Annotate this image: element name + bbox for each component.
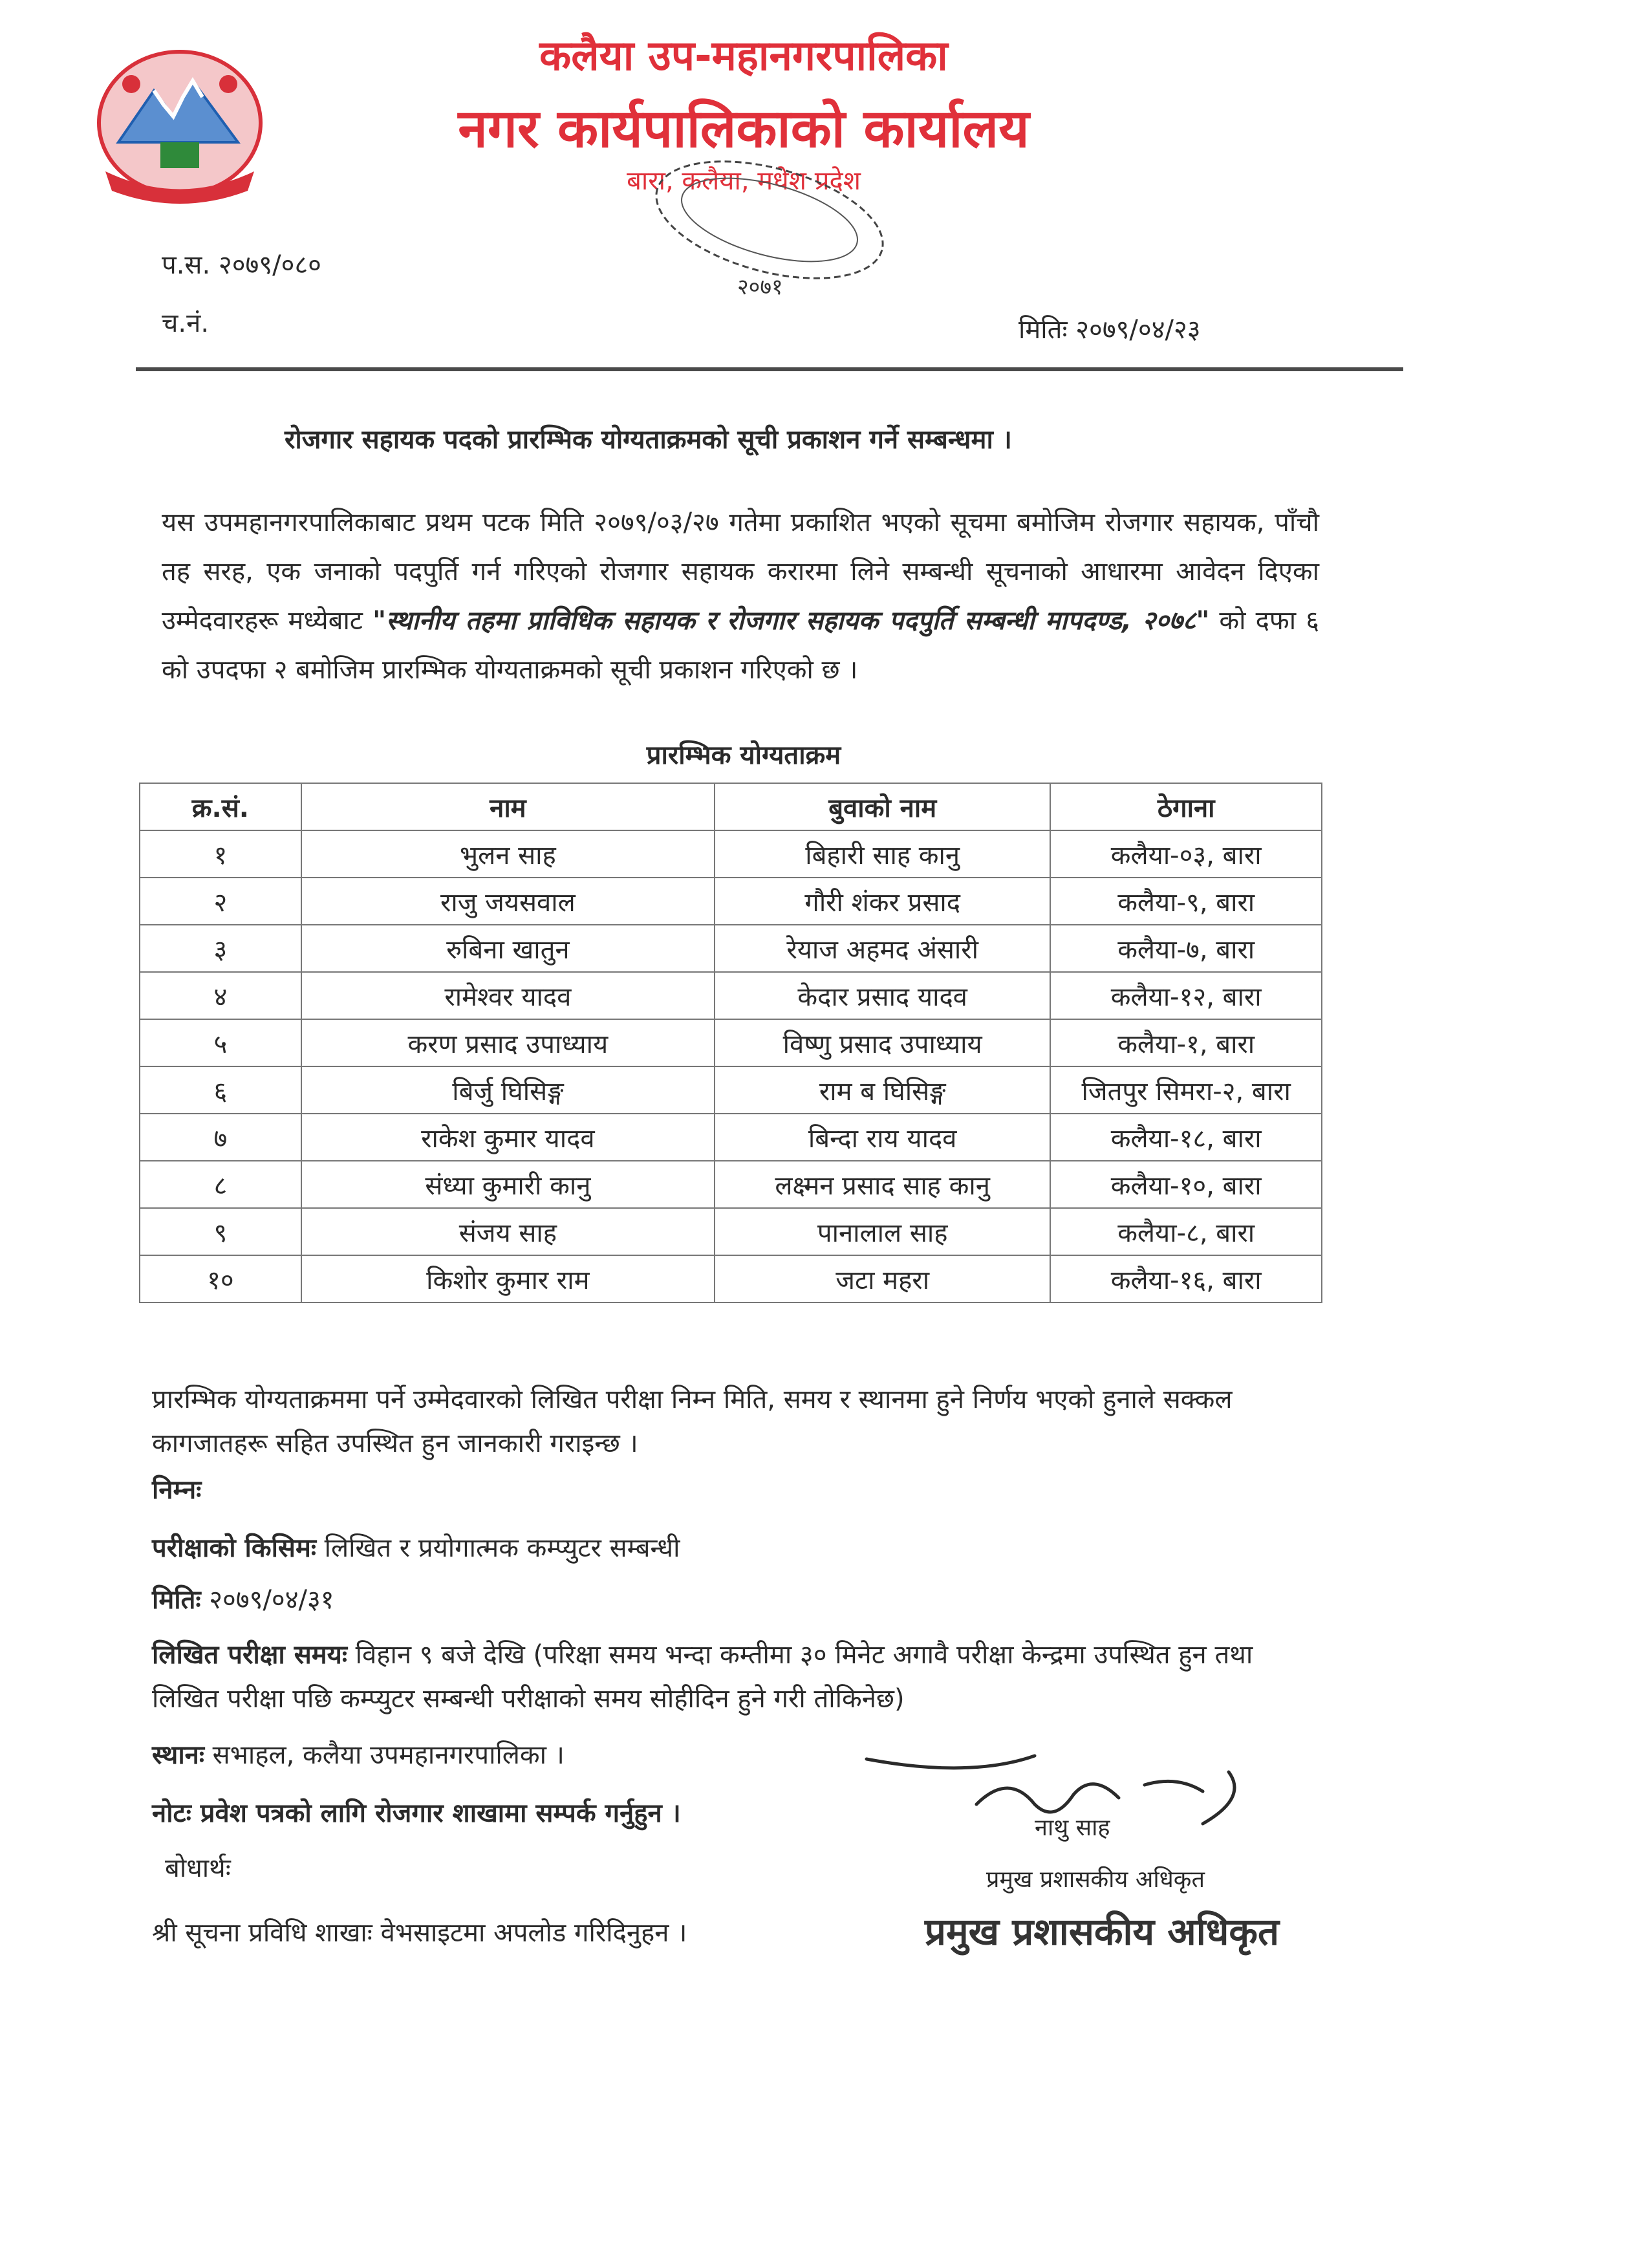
- cell-serial: ७: [140, 1114, 301, 1161]
- col-father-name: बुवाको नाम: [715, 783, 1050, 830]
- cell-father: रेयाज अहमद अंसारी: [715, 925, 1050, 972]
- letterhead-municipality: कलैया उप-महानगरपालिका: [539, 32, 948, 80]
- cell-name: रामेश्वर यादव: [301, 972, 715, 1019]
- table-row: [140, 1255, 1322, 1302]
- table-row: [140, 1114, 1322, 1161]
- cell-serial: ४: [140, 972, 301, 1019]
- cell-name: राकेश कुमार यादव: [301, 1114, 715, 1161]
- cell-serial: १: [140, 830, 301, 878]
- cell-father: लक्ष्मन प्रसाद साह कानु: [715, 1161, 1050, 1208]
- cell-father: राम ब घिसिङ्ग: [715, 1066, 1050, 1114]
- exam-place-value: सभाहल, कलैया उपमहानगरपालिका ।: [204, 1740, 565, 1770]
- signatory-name: नाथु साह: [1035, 1815, 1110, 1841]
- exam-note-text: नोटः प्रवेश पत्रको लागि रोजगार शाखामा सम्पर्क गर्नुहुन ।: [152, 1798, 681, 1828]
- table-row: [140, 925, 1322, 972]
- cell-father: केदार प्रसाद यादव: [715, 972, 1050, 1019]
- cell-name: रुबिना खातुन: [301, 925, 715, 972]
- below-label: [152, 1468, 1316, 1512]
- cell-address: कलैया-१६, बारा: [1050, 1255, 1322, 1302]
- cell-serial: ९: [140, 1208, 301, 1255]
- cell-serial: ८: [140, 1161, 301, 1208]
- cell-father: गौरी शंकर प्रसाद: [715, 878, 1050, 925]
- table-header-row: [140, 783, 1322, 830]
- stamp-year: २०७१: [737, 274, 783, 300]
- header-divider: [136, 367, 1403, 371]
- signatory-stamp: प्रमुख प्रशासकीय अधिकृत: [925, 1910, 1280, 1954]
- letter-subject: रोजगार सहायक पदको प्रारम्भिक योग्यताक्रमको सूची प्रकाशन गर्ने सम्बन्धमा ।: [285, 425, 1012, 455]
- signatory-title: प्रमुख प्रशासकीय अधिकृत: [986, 1866, 1205, 1893]
- merit-list-table: [139, 783, 1322, 1303]
- cell-address: कलैया-१२, बारा: [1050, 972, 1322, 1019]
- cell-address: कलैया-०३, बारा: [1050, 830, 1322, 878]
- cell-address: कलैया-१, बारा: [1050, 1019, 1322, 1066]
- cell-father: बिहारी साह कानु: [715, 830, 1050, 878]
- table-row: [140, 972, 1322, 1019]
- exam-notice: प्रारम्भिक योग्यताक्रममा पर्ने उम्मेदवारको लिखित परीक्षा निम्न मिति, समय र स्थानमा हुने निर्णय भएको हुनाले सक्कल कागजातहरू सहित उपस्थित हुन जानकारी गराइन्छ ।: [152, 1385, 1233, 1458]
- exam-time-label: लिखित परीक्षा समयः: [152, 1640, 347, 1670]
- cell-father: जटा महरा: [715, 1255, 1050, 1302]
- below-label-text: निम्नः: [152, 1475, 202, 1505]
- cell-address: कलैया-९, बारा: [1050, 878, 1322, 925]
- reference-number: प.स. २०७९/०८०: [162, 250, 321, 280]
- cell-serial: १०: [140, 1255, 301, 1302]
- cell-address: कलैया-७, बारा: [1050, 925, 1322, 972]
- intro-part2: को दफा ६ को उपदफा २ बमोजिम प्रारम्भिक योग्यताक्रमको सूची प्रकाशन गरिएको छ ।: [162, 606, 1319, 685]
- exam-time-value: विहान ९ बजे देखि (परिक्षा समय भन्दा कम्तीमा ३० मिनेट अगावै परीक्षा केन्द्रमा उपस्थित हुन तथा लिखित परीक्षा पछि कम्प्युटर सम्बन्धी परीक्षाको समय सोहीदिन हुने गरी तोकिनेछ): [152, 1640, 1253, 1714]
- cell-name: संध्या कुमारी कानु: [301, 1161, 715, 1208]
- letter-date: मितिः २०७९/०४/२३: [1018, 315, 1201, 345]
- table-caption: प्रारम्भिक योग्यताक्रम: [646, 740, 841, 770]
- cell-name: बिर्जु घिसिङ्ग: [301, 1066, 715, 1114]
- nepal-emblem-icon: [83, 45, 277, 213]
- cell-address: कलैया-१८, बारा: [1050, 1114, 1322, 1161]
- cell-name: करण प्रसाद उपाध्याय: [301, 1019, 715, 1066]
- table-row: [140, 830, 1322, 878]
- exam-date-value: २०७९/०४/३१: [200, 1585, 334, 1615]
- exam-type-label: परीक्षाको किसिमः: [152, 1533, 316, 1563]
- cell-address: कलैया-८, बारा: [1050, 1208, 1322, 1255]
- exam-type-value: लिखित र प्रयोगात्मक कम्प्युटर सम्बन्धी: [316, 1533, 680, 1563]
- intro-emphasis: "स्थानीय तहमा प्राविधिक सहायक र रोजगार सहायक पदपुर्ति सम्बन्धी मापदण्ड, २०७८": [372, 606, 1210, 636]
- letterhead-address: बारा, कलैया, मधेश प्रदेश: [627, 166, 861, 196]
- table-row: [140, 1161, 1322, 1208]
- col-address: ठेगाना: [1050, 783, 1322, 830]
- cell-name: भुलन साह: [301, 830, 715, 878]
- cell-name: किशोर कुमार राम: [301, 1255, 715, 1302]
- cell-father: विष्णु प्रसाद उपाध्याय: [715, 1019, 1050, 1066]
- exam-type: [152, 1526, 1316, 1570]
- cell-serial: ६: [140, 1066, 301, 1114]
- exam-place-label: स्थानः: [152, 1740, 204, 1770]
- col-name: नाम: [301, 783, 715, 830]
- cell-name: संजय साह: [301, 1208, 715, 1255]
- table-row: [140, 1208, 1322, 1255]
- intro-paragraph: [162, 498, 1319, 695]
- cell-serial: ३: [140, 925, 301, 972]
- cc-text: श्री सूचना प्रविधि शाखाः वेभसाइटमा अपलोड गरिदिनुहन ।: [152, 1918, 687, 1948]
- col-serial: क्र.सं.: [140, 783, 301, 830]
- cc-label: बोधार्थः: [165, 1853, 231, 1883]
- exam-date: [152, 1578, 1316, 1622]
- exam-date-label: मितिः: [152, 1585, 201, 1615]
- cell-address: कलैया-१०, बारा: [1050, 1161, 1322, 1208]
- office-stamp-icon: [614, 149, 925, 317]
- table-row: [140, 1066, 1322, 1114]
- cell-serial: ५: [140, 1019, 301, 1066]
- cell-name: राजु जयसवाल: [301, 878, 715, 925]
- cell-serial: २: [140, 878, 301, 925]
- letterhead-office: नगर कार्यपालिकाको कार्यालय: [458, 98, 1029, 160]
- exam-time: [152, 1633, 1316, 1721]
- intro-part1: यस उपमहानगरपालिकाबाट प्रथम पटक मिति २०७९/०३/२७ गतेमा प्रकाशित भएको सूचमा बमोजिम रोजगार सहायक, पाँचौ तह सरह, एक जनाको पदपुर्ति गर्न गरिएको रोजगार सहायक करारमा लिने सम्बन्धी सूचनाको आधारमा आवेदन दिएका उम्मेदवारहरू मध्येबाट: [162, 508, 1319, 636]
- cell-father: पानालाल साह: [715, 1208, 1050, 1255]
- table-row: [140, 1019, 1322, 1066]
- dispatch-number: च.नं.: [162, 308, 210, 338]
- table-row: [140, 878, 1322, 925]
- cell-address: जितपुर सिमरा-२, बारा: [1050, 1066, 1322, 1114]
- cell-father: बिन्दा राय यादव: [715, 1114, 1050, 1161]
